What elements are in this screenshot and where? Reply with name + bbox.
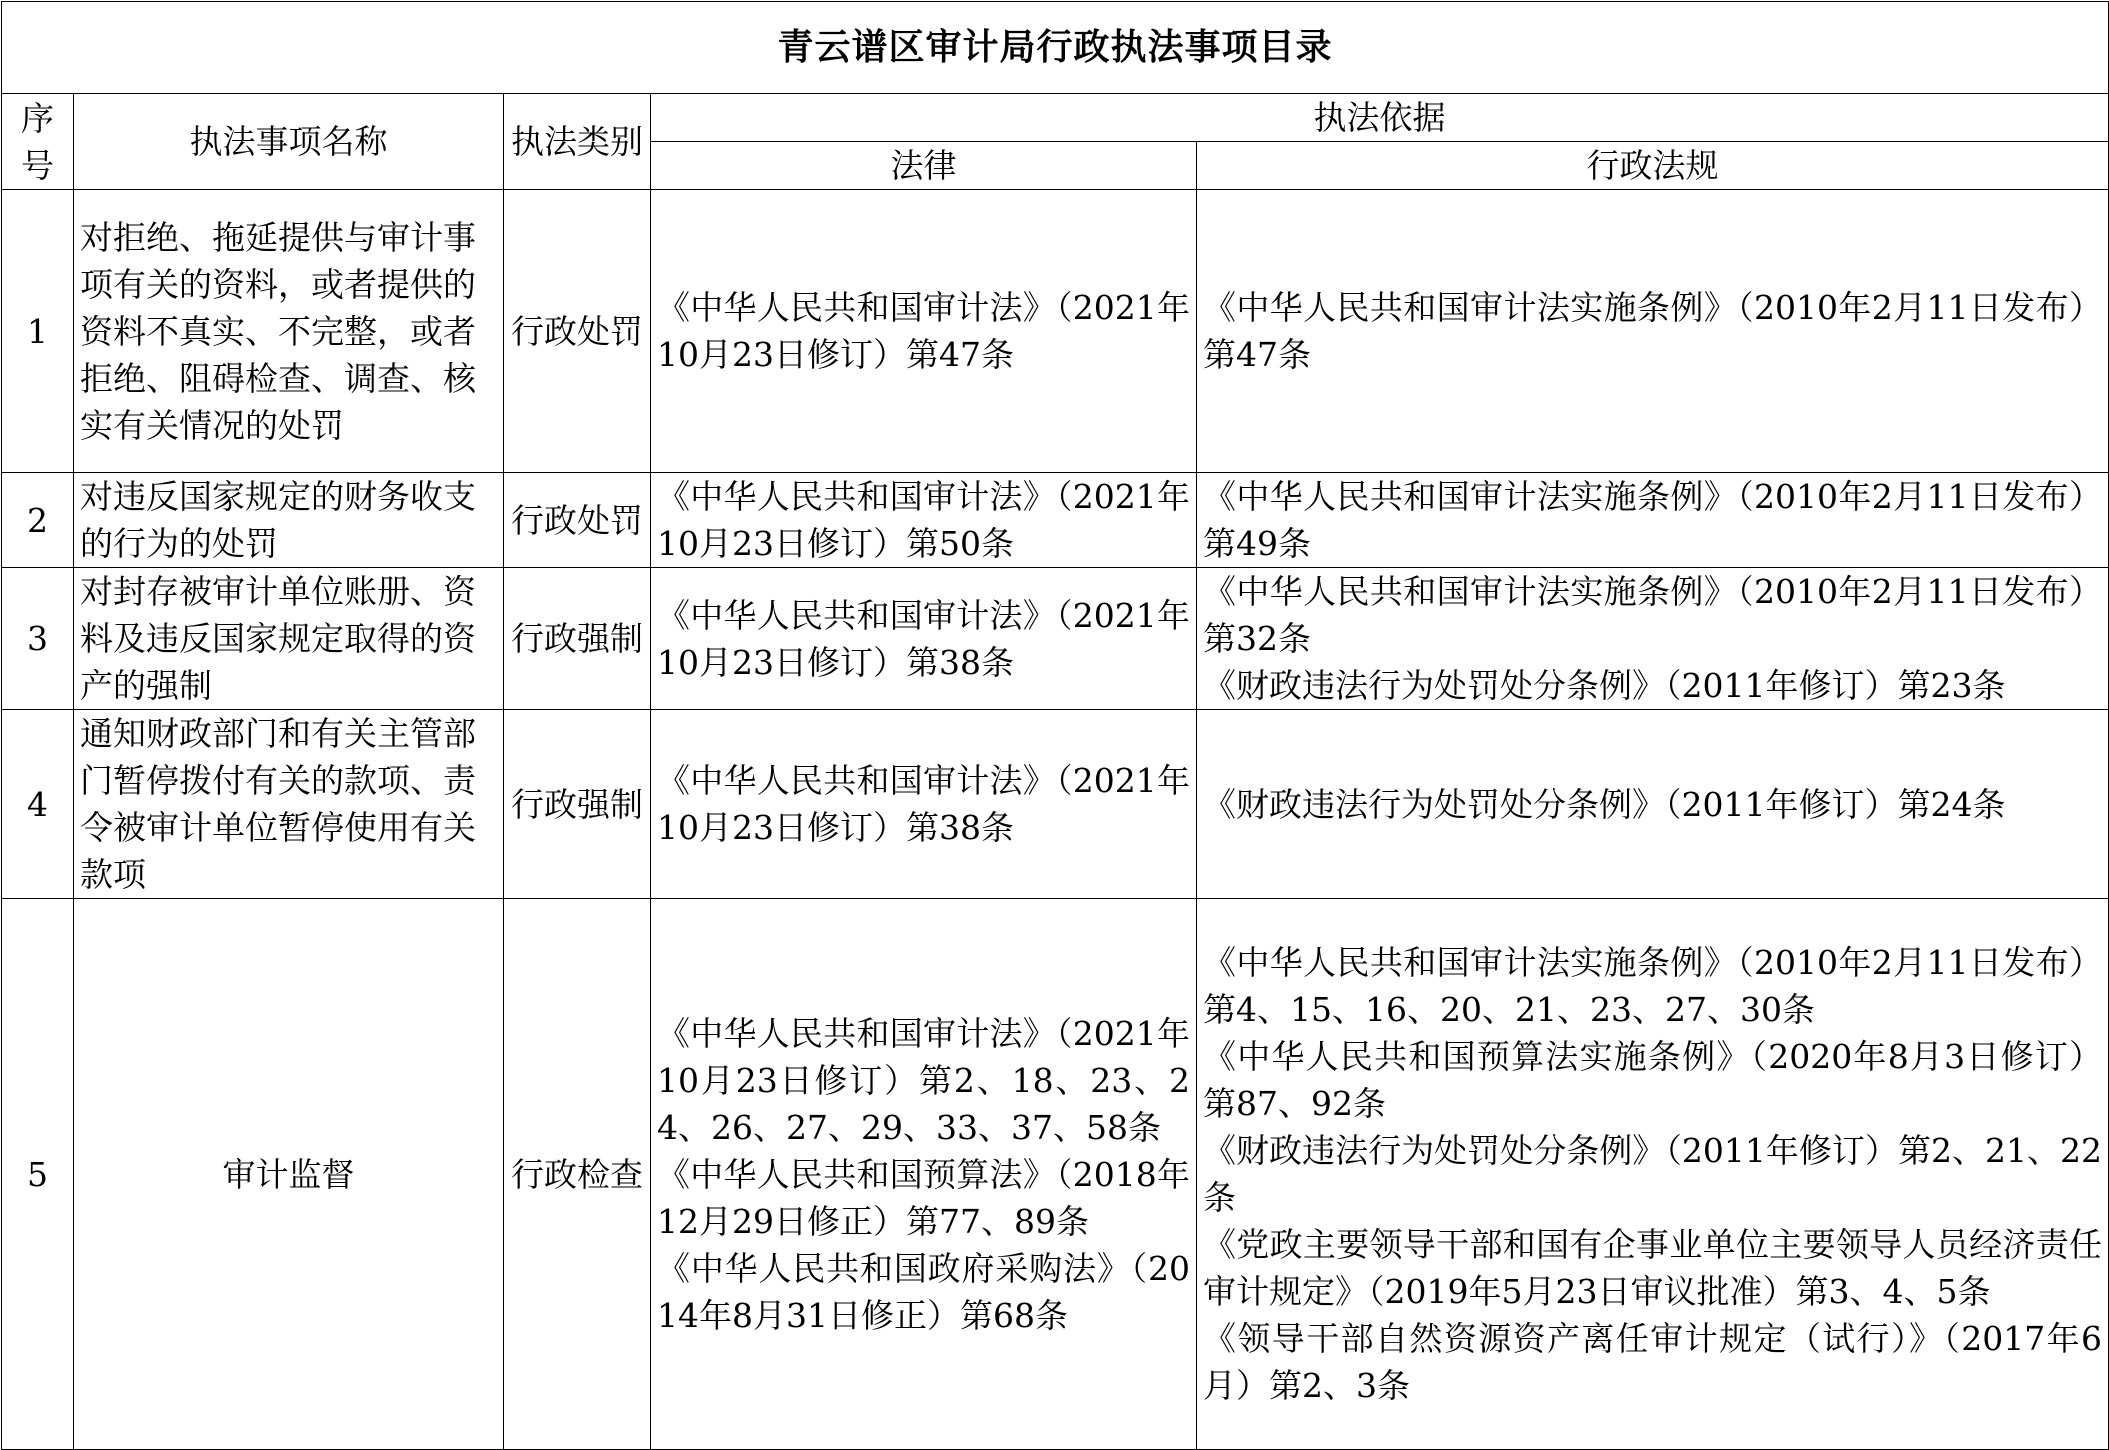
row-law (651, 710, 1197, 899)
law-entry: 《中华人民共和国审计法》（2021年10月23日修订）第38条 (657, 595, 1190, 682)
table-row (2, 710, 2109, 899)
regulation-entry: 《中华人民共和国预算法实施条例》（2020年8月3日修订）第87、92条 (1203, 1037, 2103, 1123)
header-regulation: 行政法规 (1197, 142, 2109, 190)
enforcement-catalog-table (1, 1, 2109, 1450)
row-regulation (1197, 710, 2109, 899)
row-category: 行政强制 (504, 568, 651, 710)
law-entry: 《中华人民共和国审计法》（2021年10月23日修订）第38条 (657, 761, 1190, 847)
regulation-entry: 《中华人民共和国审计法实施条例》（2010年2月11日发布）第32条 (1203, 572, 2103, 658)
law-entry: 《中华人民共和国审计法》（2021年10月23日修订）第47条 (657, 288, 1190, 374)
row-seq: 2 (2, 473, 74, 568)
regulation-entry: 《领导干部自然资源资产离任审计规定（试行）》（2017年6月）第2、3条 (1203, 1319, 2103, 1405)
row-name: 对违反国家规定的财务收支的行为的处罚 (74, 473, 504, 568)
row-regulation (1197, 899, 2109, 1450)
table-row (2, 190, 2109, 473)
law-entry: 《中华人民共和国审计法》（2021年10月23日修订）第2、18、23、24、26、27、29、33、37、58条 (657, 1013, 1190, 1147)
header-law: 法律 (651, 142, 1197, 190)
row-regulation (1197, 473, 2109, 568)
row-law (651, 190, 1197, 473)
table-row (2, 899, 2109, 1450)
regulation-entry: 《党政主要领导干部和国有企事业单位主要领导人员经济责任审计规定》（2019年5月23日审议批准）第3、4、5条 (1203, 1225, 2103, 1311)
row-category: 行政处罚 (504, 473, 651, 568)
regulation-entry: 《中华人民共和国审计法实施条例》（2010年2月11日发布）第47条 (1203, 288, 2103, 374)
table-row (2, 568, 2109, 710)
row-category: 行政处罚 (504, 190, 651, 473)
row-seq: 5 (2, 899, 74, 1450)
row-name: 对封存被审计单位账册、资料及违反国家规定取得的资产的强制 (74, 568, 504, 710)
row-category: 行政强制 (504, 710, 651, 899)
regulation-entry: 《中华人民共和国审计法实施条例》（2010年2月11日发布）第49条 (1203, 477, 2103, 563)
row-name: 通知财政部门和有关主管部门暂停拨付有关的款项、责令被审计单位暂停使用有关款项 (74, 710, 504, 899)
row-category: 行政检查 (504, 899, 651, 1450)
header-basis: 执法依据 (651, 94, 2109, 142)
table-row (2, 473, 2109, 568)
row-regulation (1197, 568, 2109, 710)
regulation-entry: 《财政违法行为处罚处分条例》（2011年修订）第24条 (1203, 784, 2006, 824)
row-seq: 3 (2, 568, 74, 710)
header-name: 执法事项名称 (74, 94, 504, 190)
law-entry: 《中华人民共和国预算法》（2018年12月29日修正）第77、89条 (657, 1154, 1190, 1241)
row-seq: 4 (2, 710, 74, 899)
row-law (651, 473, 1197, 568)
regulation-entry: 《财政违法行为处罚处分条例》（2011年修订）第23条 (1203, 666, 2006, 705)
regulation-entry: 《中华人民共和国审计法实施条例》（2010年2月11日发布）第4、15、16、20、21、23、27、30条 (1203, 943, 2103, 1029)
row-law (651, 568, 1197, 710)
header-seq: 序号 (2, 94, 74, 190)
row-seq: 1 (2, 190, 74, 473)
law-entry: 《中华人民共和国审计法》（2021年10月23日修订）第50条 (657, 477, 1190, 563)
header-category: 执法类别 (504, 94, 651, 190)
row-regulation (1197, 190, 2109, 473)
law-entry: 《中华人民共和国政府采购法》（2014年8月31日修正）第68条 (657, 1248, 1190, 1335)
row-name: 对拒绝、拖延提供与审计事项有关的资料，或者提供的资料不真实、不完整，或者拒绝、阻碍检查、调查、核实有关情况的处罚 (74, 190, 504, 473)
regulation-entry: 《财政违法行为处罚处分条例》（2011年修订）第2、21、22条 (1203, 1131, 2103, 1217)
row-law (651, 899, 1197, 1450)
table-title: 青云谱区审计局行政执法事项目录 (2, 2, 2109, 94)
table-body (2, 190, 2109, 1450)
row-name: 审计监督 (74, 899, 504, 1450)
